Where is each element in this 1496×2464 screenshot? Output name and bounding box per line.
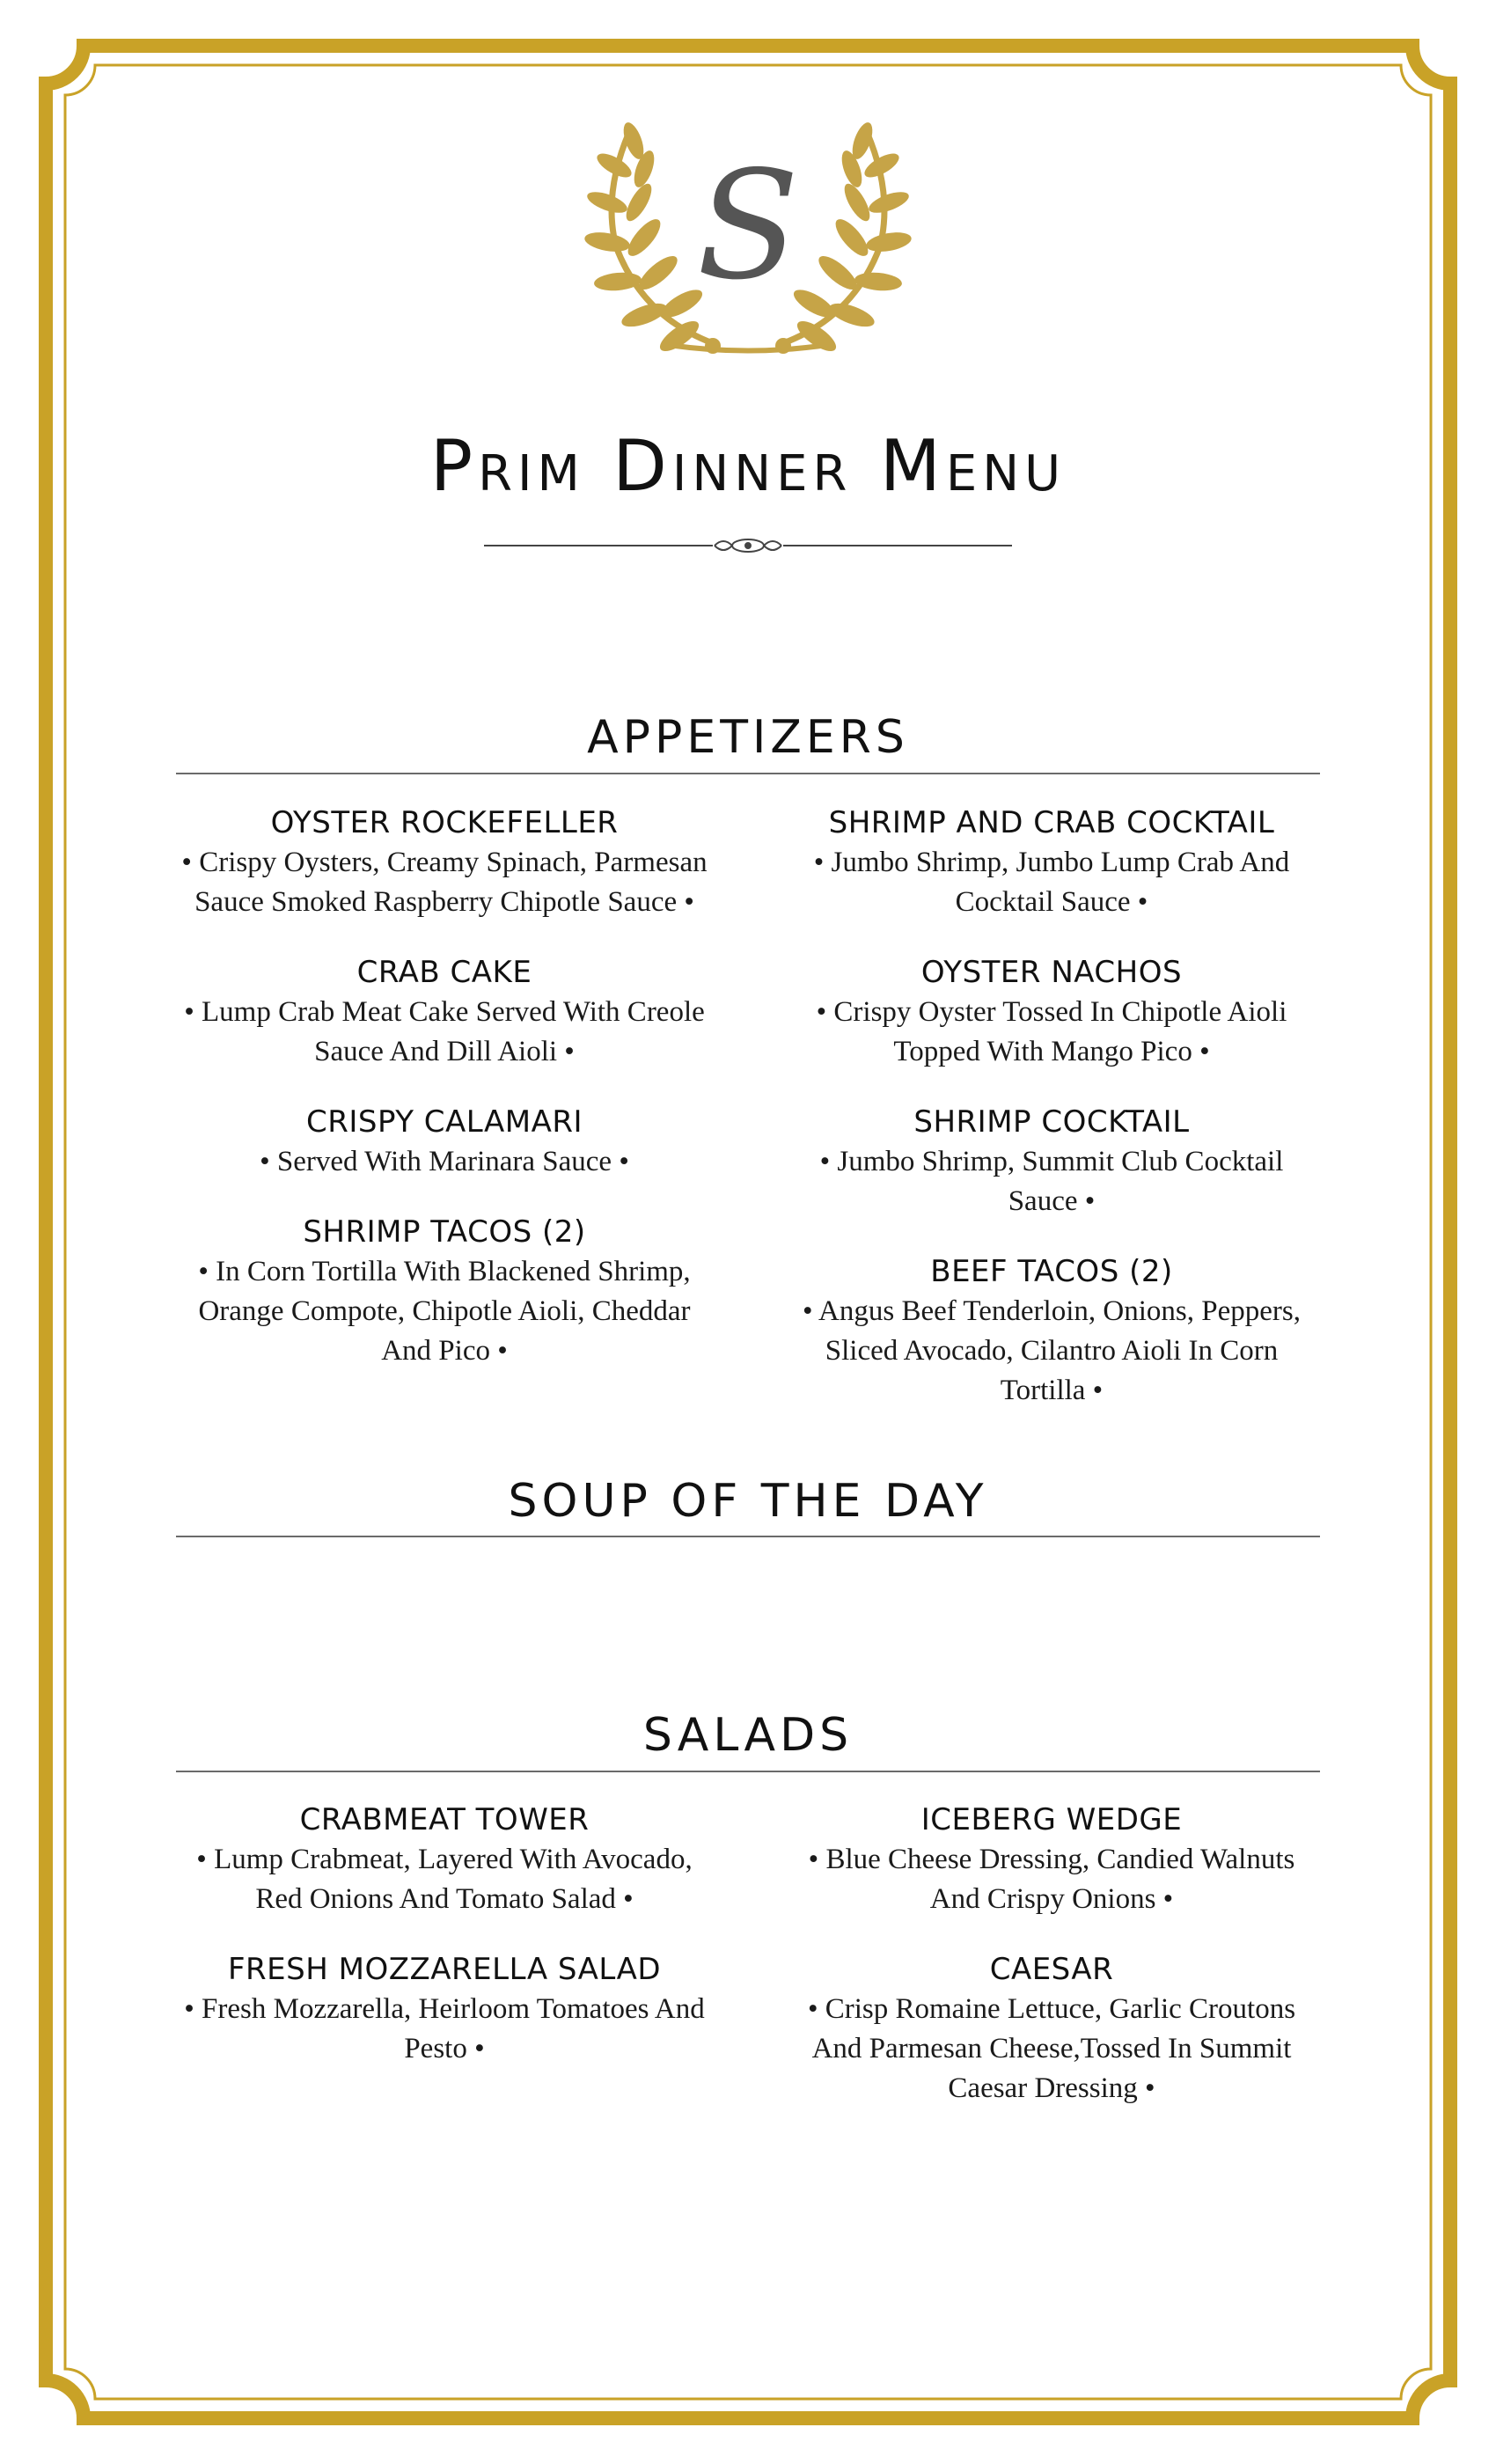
item-name: SHRIMP TACOS (2) <box>303 1214 586 1250</box>
laurel-monogram-logo <box>581 114 915 361</box>
title-ornament-divider <box>484 528 1012 563</box>
item-name: BEEF TACOS (2) <box>930 1254 1173 1289</box>
salads-left-column <box>180 1800 708 2099</box>
item-description: • In Corn Tortilla With Blackened Shrimp, Orange Compote, Chipotle Aioli, Cheddar And Pico • <box>198 1256 691 1367</box>
menu-item <box>788 1800 1316 1919</box>
menu-item <box>180 952 708 1072</box>
salads-right-column <box>788 1800 1316 2138</box>
item-name: CRISPY CALAMARI <box>305 1104 583 1140</box>
item-description: • Lump Crabmeat, Layered With Avocado, Red Onions And Tomato Salad • <box>196 1844 693 1915</box>
item-description: • Jumbo Shrimp, Jumbo Lump Crab And Cocktail Sauce • <box>813 847 1290 918</box>
item-description: • Fresh Mozzarella, Heirloom Tomatoes And Pesto • <box>184 1993 705 2064</box>
menu-item <box>180 1800 708 1919</box>
monogram-letter: S <box>696 139 800 313</box>
item-name: FRESH MOZZARELLA SALAD <box>227 1952 662 1987</box>
menu-item <box>180 1102 708 1182</box>
section-divider <box>176 773 1320 774</box>
item-name: CRABMEAT TOWER <box>299 1802 590 1837</box>
section-divider <box>176 1536 1320 1537</box>
item-name: SHRIMP COCKTAIL <box>913 1104 1190 1140</box>
menu-item <box>788 1251 1316 1411</box>
menu-item <box>180 1212 708 1371</box>
section-heading-appetizers: APPETIZERS <box>587 711 909 764</box>
menu-item <box>788 1949 1316 2108</box>
item-name: OYSTER NACHOS <box>920 955 1183 990</box>
item-description: • Crispy Oysters, Creamy Spinach, Parmesan Sauce Smoked Raspberry Chipotle Sauce • <box>181 847 708 918</box>
item-name: CRAB CAKE <box>356 955 532 990</box>
section-divider <box>176 1771 1320 1772</box>
menu-item <box>180 1949 708 2069</box>
item-name: SHRIMP AND CRAB COCKTAIL <box>828 805 1275 840</box>
menu-item <box>180 803 708 922</box>
menu-item <box>788 803 1316 922</box>
item-name: CAESAR <box>989 1952 1114 1987</box>
menu-title: Prim Dinner Menu <box>429 425 1067 507</box>
item-description: • Jumbo Shrimp, Summit Club Cocktail Sauce • <box>819 1146 1284 1217</box>
section-heading-salads: SALADS <box>642 1709 854 1762</box>
item-description: • Angus Beef Tenderloin, Onions, Peppers, Sliced Avocado, Cilantro Aioli In Corn Tortilla • <box>803 1295 1301 1406</box>
appetizers-left-column <box>180 803 708 1401</box>
item-description: • Lump Crab Meat Cake Served With Creole Sauce And Dill Aioli • <box>184 996 705 1067</box>
item-description: • Blue Cheese Dressing, Candied Walnuts And Crispy Onions • <box>808 1844 1295 1915</box>
item-description: • Crispy Oyster Tossed In Chipotle Aioli Topped With Mango Pico • <box>816 996 1287 1067</box>
menu-item <box>788 952 1316 1072</box>
item-name: ICEBERG WEDGE <box>920 1802 1183 1837</box>
menu-item <box>788 1102 1316 1221</box>
item-description: • Served With Marinara Sauce • <box>260 1146 629 1177</box>
item-name: OYSTER ROCKEFELLER <box>270 805 619 840</box>
appetizers-right-column <box>788 803 1316 1441</box>
section-heading-soup: SOUP OF THE DAY <box>508 1475 988 1528</box>
item-description: • Crisp Romaine Lettuce, Garlic Croutons And Parmesan Cheese,Tossed In Summit Caesar Dressing • <box>807 1993 1296 2104</box>
